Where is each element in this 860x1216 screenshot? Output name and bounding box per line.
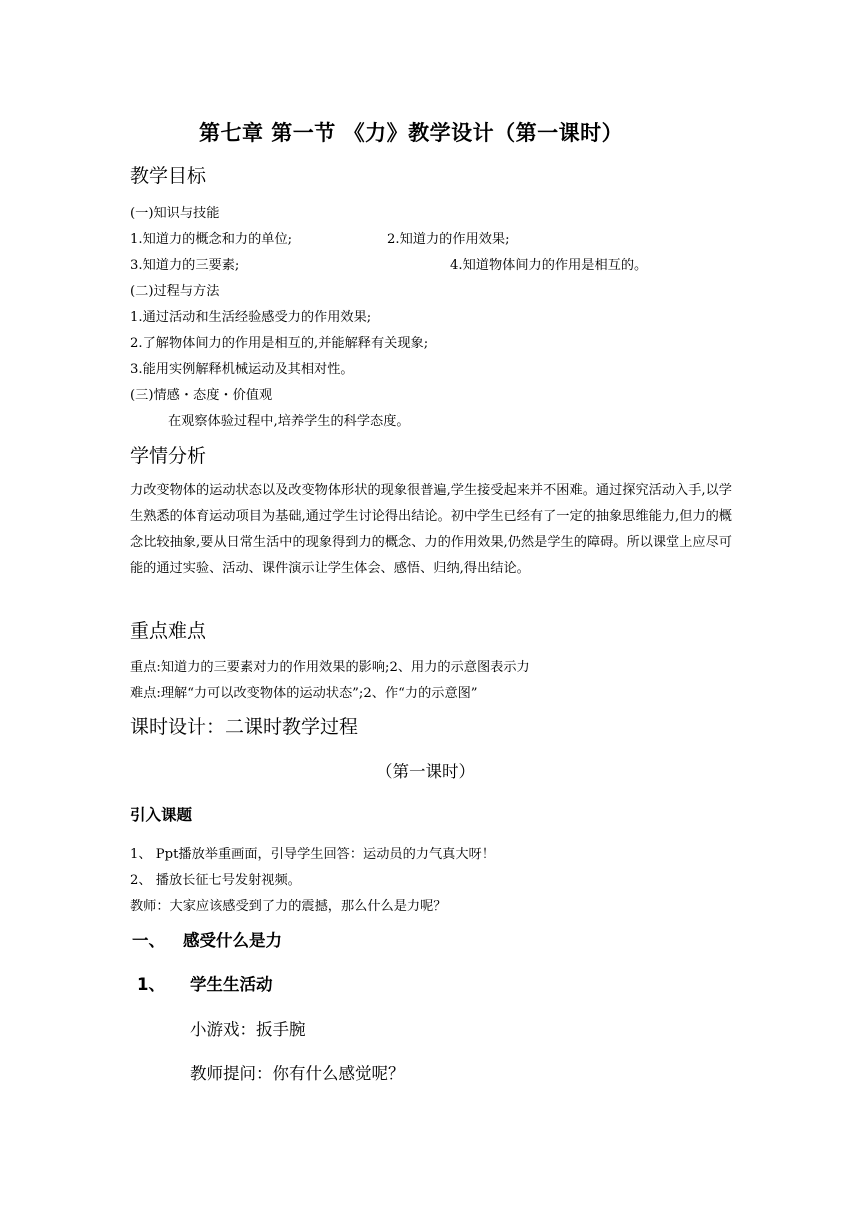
design-subheading: （第一课时） xyxy=(376,762,475,781)
process-item-2: 2.了解物体间力的作用是相互的,并能解释有关现象; xyxy=(130,336,429,351)
process-label: (二)过程与方法 xyxy=(130,284,220,299)
game-text: 小游戏：扳手腕 xyxy=(190,1020,306,1039)
analysis-paragraph: 力改变物体的运动状态以及改变物体形状的现象很普遍,学生接受起来并不困难。通过探究活动入手,以学生熟悉的体育运动项目为基础,通过学生讨论得出结论。初中学生已经有了一定的抽象思维能力,但力的概念比较抽象,要从日常生活中的现象得到力的概念、力的作用效果,仍然是学生的障碍。所以课堂上应尽可能的通过实验、活动、课件演示让学生体会、感悟、归纳,得出结论。 xyxy=(130,483,732,576)
intro-line-3: 教师：大家应该感受到了力的震撼，那么什么是力呢？ xyxy=(130,899,447,914)
knowledge-item-3: 3.知道力的三要素; xyxy=(130,258,240,273)
knowledge-item-4: 4.知道物体间力的作用是相互的。 xyxy=(450,258,648,273)
process-item-1: 1.通过活动和生活经验感受力的作用效果; xyxy=(130,310,372,325)
design-heading: 课时设计：二课时教学过程 xyxy=(130,716,359,738)
part1-number: 一、 xyxy=(132,931,165,950)
emotion-label: (三)情感・态度・价值观 xyxy=(130,388,273,403)
objectives-heading: 教学目标 xyxy=(130,165,207,187)
analysis-heading: 学情分析 xyxy=(130,445,207,467)
part1-heading: 感受什么是力 xyxy=(183,931,282,950)
difficult-point-text: 难点:理解“力可以改变物体的运动状态”;2、作“力的示意图” xyxy=(130,686,478,701)
part1-sub-number: 1、 xyxy=(137,975,165,994)
emotion-text: 在观察体验过程中,培养学生的科学态度。 xyxy=(168,414,410,429)
part1-sub-heading: 学生生活动 xyxy=(190,975,273,994)
document-title: 第七章 第一节 《力》教学设计（第一课时） xyxy=(199,120,624,145)
knowledge-label: (一)知识与技能 xyxy=(130,206,220,221)
key-point-text: 重点:知道力的三要素对力的作用效果的影响;2、用力的示意图表示力 xyxy=(130,660,530,675)
key-points-heading: 重点难点 xyxy=(130,620,207,642)
intro-line-2: 2、 播放长征七号发射视频。 xyxy=(130,873,301,888)
knowledge-item-1: 1.知道力的概念和力的单位; xyxy=(130,232,293,247)
knowledge-item-2: 2.知道力的作用效果; xyxy=(387,232,510,247)
process-item-3: 3.能用实例解释机械运动及其相对性。 xyxy=(130,362,354,377)
teacher-question: 教师提问：你有什么感觉呢？ xyxy=(190,1064,405,1083)
intro-line-1: 1、 Ppt播放举重画面，引导学生回答：运动员的力气真大呀！ xyxy=(130,847,495,862)
intro-heading: 引入课题 xyxy=(130,806,193,824)
